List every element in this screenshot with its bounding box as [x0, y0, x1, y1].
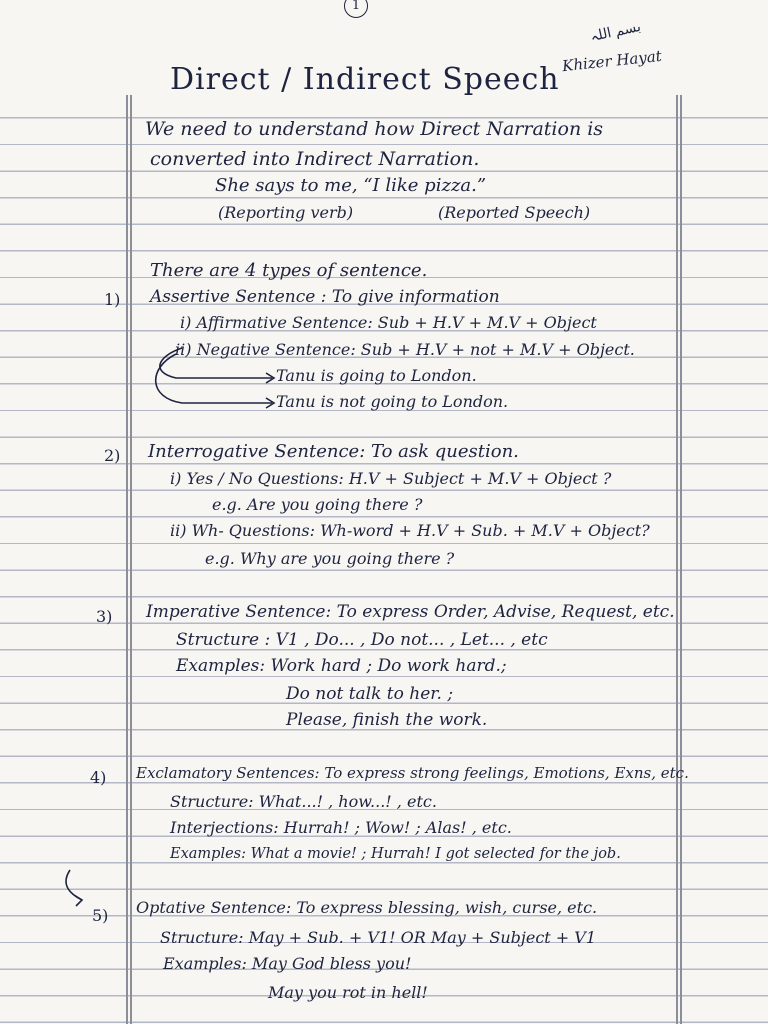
intro-example: She says to me, “I like pizza.” [215, 175, 487, 196]
section-5-number: 5) [92, 906, 109, 925]
section-5-examples: Examples: May God bless you! [163, 954, 412, 973]
section-3-examples: Examples: Work hard ; Do work hard.; [176, 656, 507, 676]
section-1-negative: ii) Negative Sentence: Sub + H.V + not + M.V + Object. [175, 340, 635, 359]
author-mark: بسم اللہ [588, 18, 643, 46]
section-2-heading: Interrogative Sentence: To ask question. [148, 441, 519, 462]
section-4-number: 4) [90, 768, 107, 787]
section-4-structure: Structure: What...! , how...! , etc. [170, 792, 437, 811]
section-3-example-2: Do not talk to her. ; [286, 684, 454, 704]
section-1-example-2: Tanu is not going to London. [276, 392, 509, 411]
section-4-interjections: Interjections: Hurrah! ; Wow! ; Alas! , etc. [170, 818, 512, 837]
section-4-examples: Examples: What a movie! ; Hurrah! I got selected for the job. [170, 846, 621, 862]
section-3-structure: Structure : V1 , Do... , Do not... , Let... , etc [176, 630, 548, 650]
section-3-number: 3) [96, 607, 113, 626]
intro-line-1: We need to understand how Direct Narration is [145, 118, 604, 140]
section-2-number: 2) [104, 446, 121, 465]
label-reported-speech: (Reported Speech) [438, 203, 591, 222]
section-3-example-3: Please, finish the work. [286, 710, 488, 730]
label-reporting-verb: (Reporting verb) [218, 203, 354, 222]
section-2-yes-no-example: e.g. Are you going there ? [212, 495, 423, 514]
section-1-number: 1) [104, 290, 121, 309]
author-signature: Khizer Hayat [561, 46, 663, 76]
page-number: 1 [344, 0, 368, 18]
section-5-structure: Structure: May + Sub. + V1! OR May + Subject + V1 [160, 928, 597, 947]
section-2-wh: ii) Wh- Questions: Wh-word + H.V + Sub. + M.V + Object? [170, 521, 650, 540]
arrow-to-example-1 [160, 348, 272, 378]
types-intro: There are 4 types of sentence. [150, 260, 428, 281]
section-1-affirmative: i) Affirmative Sentence: Sub + H.V + M.V + Object [180, 313, 597, 332]
intro-line-2: converted into Indirect Narration. [150, 148, 480, 170]
section-1-heading: Assertive Sentence : To give information [150, 287, 500, 307]
page-title: Direct / Indirect Speech [170, 62, 560, 97]
section-5-heading: Optative Sentence: To express blessing, wish, curse, etc. [136, 898, 598, 917]
section-2-yes-no: i) Yes / No Questions: H.V + Subject + M.V + Object ? [170, 469, 612, 488]
section-5-example-2: May you rot in hell! [268, 983, 428, 1002]
section-1-example-1: Tanu is going to London. [276, 366, 477, 385]
margin-arrow-head [74, 895, 82, 906]
section-4-heading: Exclamatory Sentences: To express strong feelings, Emotions, Exns, etc. [136, 764, 689, 782]
section-3-heading: Imperative Sentence: To express Order, Advise, Request, etc. [146, 602, 675, 622]
section-2-wh-example: e.g. Why are you going there ? [205, 549, 455, 568]
